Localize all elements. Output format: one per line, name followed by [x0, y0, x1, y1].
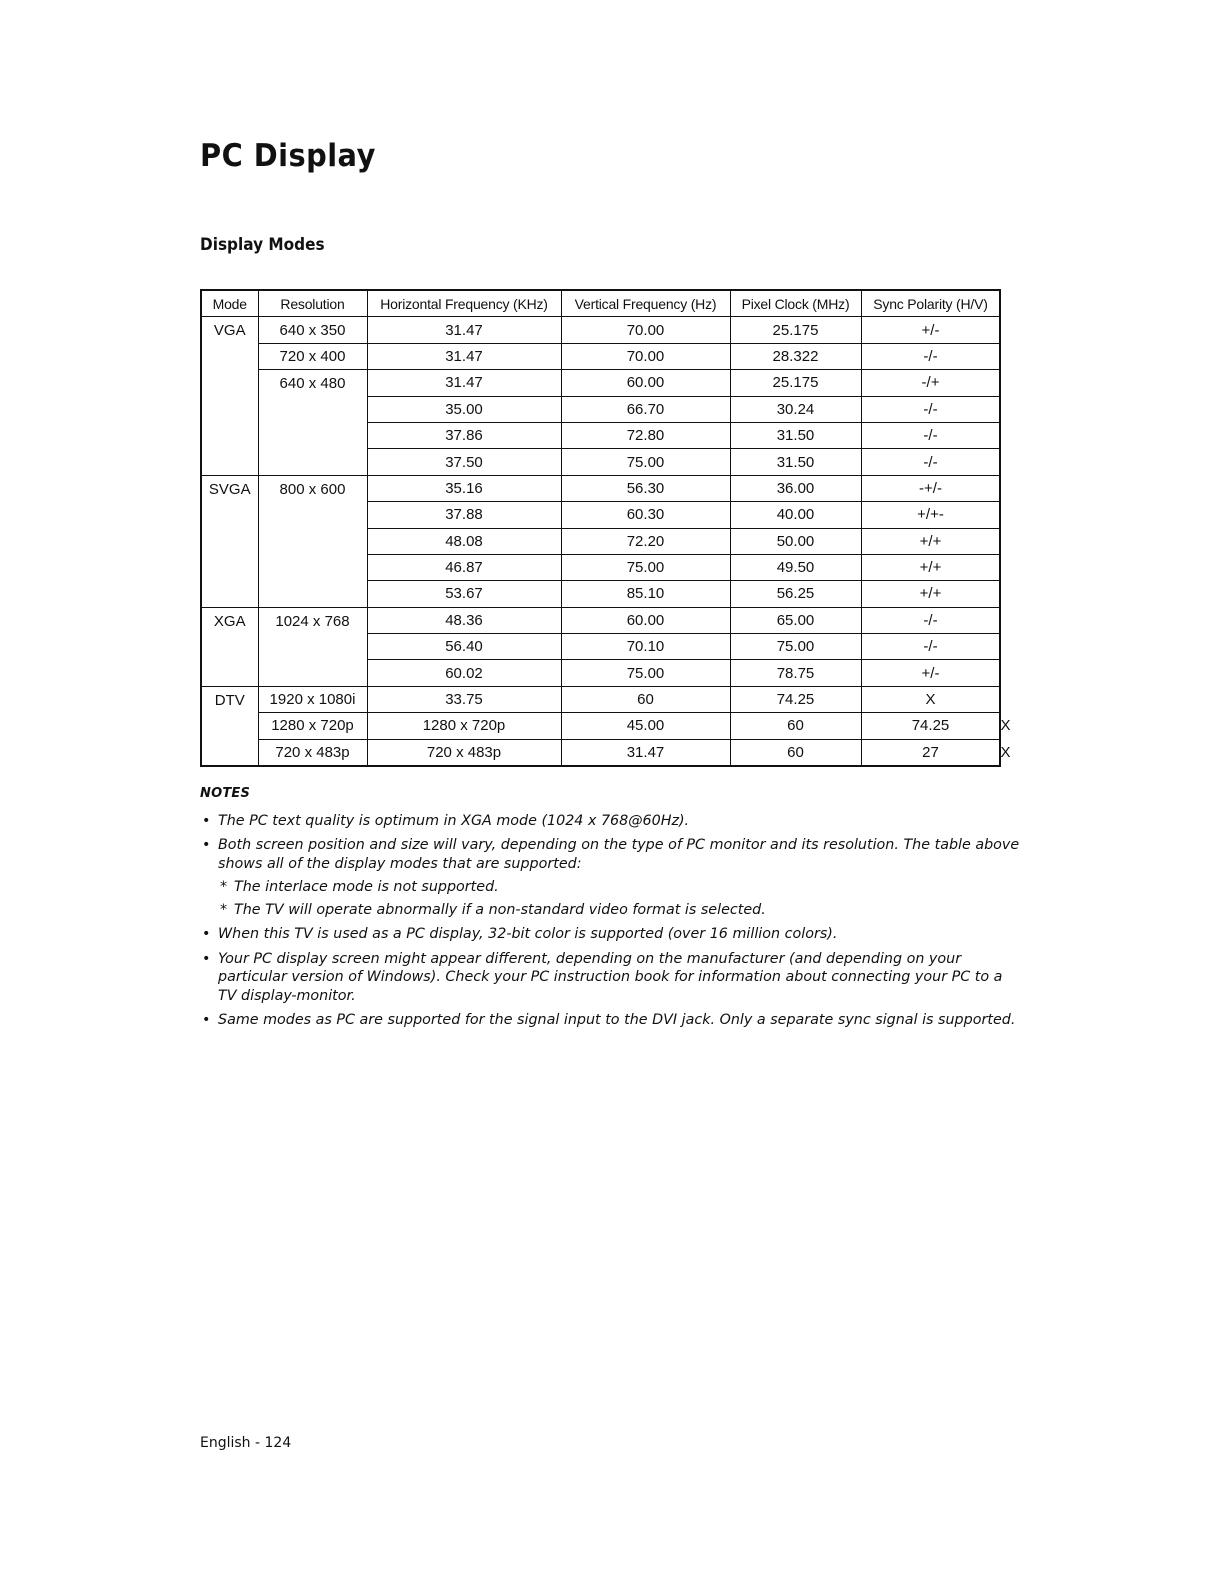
sub-note-item [218, 901, 1020, 920]
asterisk-icon: * [220, 901, 228, 918]
mode-cell: DTV [201, 686, 258, 766]
bullet-icon: • [202, 926, 211, 942]
notes-heading: NOTES [200, 786, 251, 801]
vertical-frequency-cell: 70.00 [561, 317, 730, 343]
resolution-cell: 1280 x 720p [367, 713, 561, 739]
mode-cell: VGA [201, 317, 258, 475]
sync-polarity-cell: -/- [861, 343, 1000, 369]
sync-polarity-cell: +/+ [861, 581, 1000, 607]
note-text: When this TV is used as a PC display, 32-bit color is supported (over 16 million colors). [218, 926, 838, 942]
sub-note-text: The interlace mode is not supported. [234, 879, 499, 895]
resolution-cell: 1024 x 768 [258, 607, 367, 686]
table-row [201, 475, 1000, 501]
header-resolution: Resolution [258, 290, 367, 317]
table-row [201, 317, 1000, 343]
sync-polarity-cell: +/- [861, 660, 1000, 686]
horizontal-frequency-cell: 31.47 [561, 739, 730, 766]
note-item [200, 1011, 1020, 1030]
resolution-cell: 720 x 483p [367, 739, 561, 766]
pixel-clock-cell: 36.00 [730, 475, 861, 501]
horizontal-frequency-cell: 31.47 [367, 370, 561, 396]
bullet-icon: • [202, 837, 211, 853]
vertical-frequency-cell: 60 [730, 713, 861, 739]
header-vertical-frequency: Vertical Frequency (Hz) [561, 290, 730, 317]
table-header-row [201, 290, 1000, 317]
note-item [200, 836, 1020, 919]
sync-polarity-cell: -/- [861, 607, 1000, 633]
vertical-frequency-cell: 75.00 [561, 660, 730, 686]
sync-polarity-cell: -/- [861, 634, 1000, 660]
pixel-clock-cell: 25.175 [730, 317, 861, 343]
horizontal-frequency-cell: 37.50 [367, 449, 561, 475]
section-title: Display Modes [200, 235, 325, 255]
header-sync-polarity: Sync Polarity (H/V) [861, 290, 1000, 317]
sync-polarity-cell: +/+ [861, 554, 1000, 580]
pixel-clock-cell: 74.25 [730, 686, 861, 712]
sync-polarity-cell: X [861, 686, 1000, 712]
vertical-frequency-cell: 85.10 [561, 581, 730, 607]
resolution-cell: 720 x 400 [258, 343, 367, 369]
page-number: English - 124 [200, 1435, 292, 1451]
vertical-frequency-cell: 60 [561, 686, 730, 712]
vertical-frequency-cell: 75.00 [561, 449, 730, 475]
sync-polarity-cell: -/+ [861, 370, 1000, 396]
pixel-clock-cell: 40.00 [730, 502, 861, 528]
note-item [200, 950, 1020, 1006]
header-horizontal-frequency: Horizontal Frequency (KHz) [367, 290, 561, 317]
horizontal-frequency-cell: 33.75 [367, 686, 561, 712]
pixel-clock-cell: 50.00 [730, 528, 861, 554]
horizontal-frequency-cell: 48.08 [367, 528, 561, 554]
pixel-clock-cell: 65.00 [730, 607, 861, 633]
table-row [201, 686, 1000, 712]
horizontal-frequency-cell: 60.02 [367, 660, 561, 686]
pixel-clock-cell: 74.25 [861, 713, 1000, 739]
vertical-frequency-cell: 70.10 [561, 634, 730, 660]
resolution-cell: 640 x 480 [258, 370, 367, 476]
horizontal-frequency-cell: 46.87 [367, 554, 561, 580]
horizontal-frequency-cell: 48.36 [367, 607, 561, 633]
resolution-cell: 720 x 483p [258, 739, 367, 766]
note-text: The PC text quality is optimum in XGA mode (1024 x 768@60Hz). [218, 812, 690, 829]
vertical-frequency-cell: 72.20 [561, 528, 730, 554]
pixel-clock-cell: 49.50 [730, 554, 861, 580]
table-row: 720 x 483p 720 x 483p 31.47 60 27 X [201, 739, 1000, 766]
pixel-clock-cell: 31.50 [730, 449, 861, 475]
table-body [201, 317, 1011, 766]
sub-note-text: The TV will operate abnormally if a non-standard video format is selected. [234, 901, 766, 918]
note-item [200, 812, 1020, 831]
vertical-frequency-cell: 60.00 [561, 370, 730, 396]
resolution-cell: 1280 x 720p [258, 713, 367, 739]
header-mode: Mode [201, 290, 258, 317]
pixel-clock-cell: 56.25 [730, 581, 861, 607]
sync-polarity-cell: -/- [861, 396, 1000, 422]
pixel-clock-cell: 30.24 [730, 396, 861, 422]
note-text: Both screen position and size will vary, depending on the type of PC monitor and its resolution. The table above shows all of the display modes that are supported: [218, 837, 1020, 872]
note-item [200, 925, 1020, 944]
resolution-cell: 1920 x 1080i [258, 686, 367, 712]
notes-list [200, 812, 1020, 1030]
table-row [201, 370, 1000, 396]
table-row: 1280 x 720p 1280 x 720p 45.00 60 74.25 X [201, 713, 1000, 739]
bullet-icon: • [202, 1012, 211, 1028]
note-text: Same modes as PC are supported for the signal input to the DVI jack. Only a separate sync signal is supported. [218, 1012, 1016, 1028]
sub-note-list [218, 878, 1020, 919]
table-row [201, 343, 1000, 369]
vertical-frequency-cell: 60.00 [561, 607, 730, 633]
sync-polarity-cell: +/- [861, 317, 1000, 343]
display-modes-table [200, 289, 1011, 767]
sync-polarity-cell: -+/- [861, 475, 1000, 501]
table-row [201, 607, 1000, 633]
vertical-frequency-cell: 75.00 [561, 554, 730, 580]
horizontal-frequency-cell: 37.86 [367, 422, 561, 448]
sync-polarity-cell: +/+- [861, 502, 1000, 528]
pixel-clock-cell: 78.75 [730, 660, 861, 686]
horizontal-frequency-cell: 35.16 [367, 475, 561, 501]
resolution-cell: 800 x 600 [258, 475, 367, 607]
vertical-frequency-cell: 56.30 [561, 475, 730, 501]
page-title: PC Display [200, 138, 376, 174]
horizontal-frequency-cell: 35.00 [367, 396, 561, 422]
mode-cell: XGA [201, 607, 258, 686]
notes-section [200, 785, 1020, 1036]
vertical-frequency-cell: 60.30 [561, 502, 730, 528]
pixel-clock-cell: 28.322 [730, 343, 861, 369]
resolution-cell: 640 x 350 [258, 317, 367, 343]
sync-polarity-cell: -/- [861, 422, 1000, 448]
horizontal-frequency-cell: 31.47 [367, 343, 561, 369]
header-pixel-clock: Pixel Clock (MHz) [730, 290, 861, 317]
pixel-clock-cell: 27 [861, 739, 1000, 766]
sync-polarity-cell: -/- [861, 449, 1000, 475]
horizontal-frequency-cell: 53.67 [367, 581, 561, 607]
horizontal-frequency-cell: 56.40 [367, 634, 561, 660]
sub-note-item [218, 878, 1020, 897]
vertical-frequency-cell: 72.80 [561, 422, 730, 448]
horizontal-frequency-cell: 45.00 [561, 713, 730, 739]
bullet-icon: • [202, 950, 211, 967]
asterisk-icon: * [220, 879, 228, 895]
pixel-clock-cell: 31.50 [730, 422, 861, 448]
pixel-clock-cell: 25.175 [730, 370, 861, 396]
pixel-clock-cell: 75.00 [730, 634, 861, 660]
vertical-frequency-cell: 70.00 [561, 343, 730, 369]
vertical-frequency-cell: 60 [730, 739, 861, 766]
horizontal-frequency-cell: 31.47 [367, 317, 561, 343]
mode-cell: SVGA [201, 475, 258, 607]
horizontal-frequency-cell: 37.88 [367, 502, 561, 528]
note-text: Your PC display screen might appear different, depending on the manufacturer (and depending on your particular version of Windows). Check your PC instruction book for information about connecting your PC to a TV display-monitor. [218, 950, 1003, 1004]
vertical-frequency-cell: 66.70 [561, 396, 730, 422]
sync-polarity-cell: +/+ [861, 528, 1000, 554]
bullet-icon: • [202, 812, 211, 829]
